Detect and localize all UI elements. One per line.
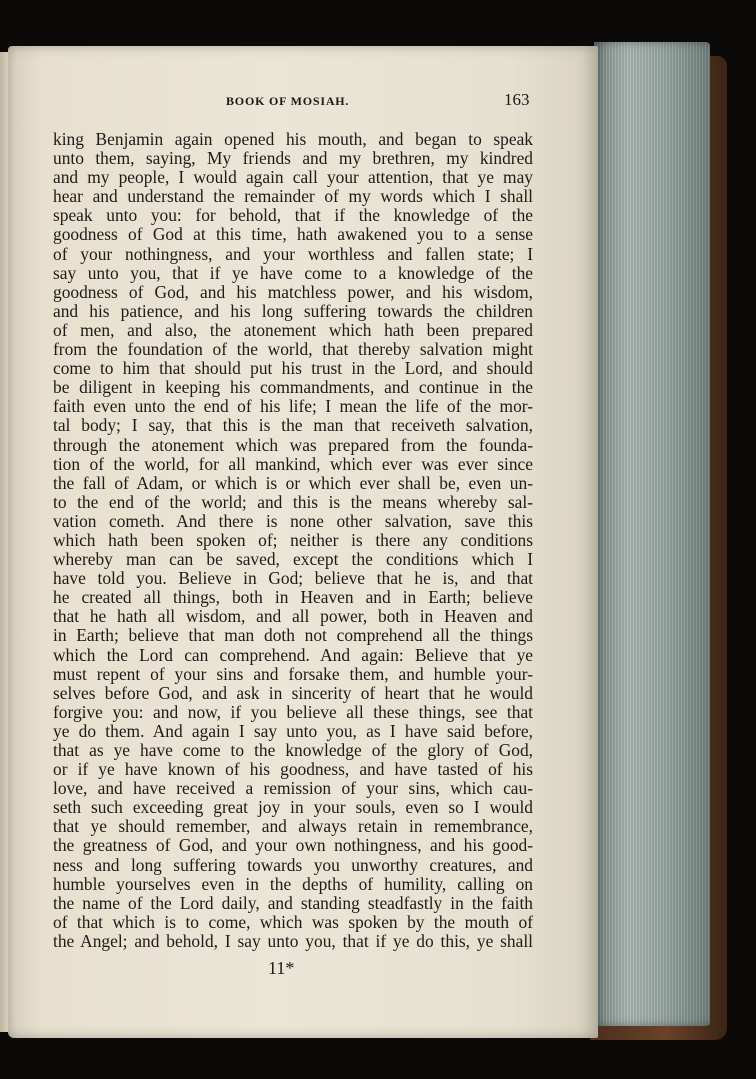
page-number: 163 [504, 90, 530, 109]
text-line: of your nothingness, and your worthless and fallen state; I [53, 243, 533, 264]
text-line: king Benjamin again opened his mouth, and began to speak [53, 129, 533, 149]
text-line: forgive you: and now, if you believe all these things, see that [53, 701, 533, 722]
text-line: goodness of God at this time, hath awakened you to a sense [53, 224, 533, 245]
text-line: that he hath all wisdom, and all power, both in Heaven and [53, 606, 533, 627]
text-line: vation cometh. And there is none other salvation, save this [53, 510, 533, 531]
text-line: come to him that should put his trust in the Lord, and should [53, 358, 533, 379]
text-line: the Angel; and behold, I say unto you, that if ye do this, ye shall [53, 930, 533, 951]
text-line: whereby man can be saved, except the conditions which I [53, 549, 533, 570]
text-line: ness and long suffering towards you unworthy creatures, and [53, 854, 533, 875]
text-line: say unto you, that if ye have come to a knowledge of the [53, 262, 533, 283]
text-line: in Earth; believe that man doth not comprehend all the things [53, 625, 533, 646]
text-line: which the Lord can comprehend. And again: Believe that ye [53, 644, 533, 665]
text-line: and my people, I would again call your attention, that ye may [53, 167, 533, 188]
text-line: that as ye have come to the knowledge of the glory of God, [53, 740, 533, 760]
text-line: of that which is to come, which was spoken by the mouth of [53, 911, 533, 932]
text-line: which hath been spoken of; neither is there any conditions [53, 529, 533, 550]
text-line: love, and have received a remission of your sins, which cau- [53, 778, 533, 799]
text-line: humble yourselves even in the depths of humility, calling on [53, 873, 533, 894]
text-line: faith even unto the end of his life; I mean the life of the mor- [53, 396, 533, 417]
text-line: be diligent in keeping his commandments, and continue in the [53, 377, 533, 398]
text-line: that ye should remember, and always retain in remembrance, [53, 816, 533, 837]
text-line: selves before God, and ask in sincerity of heart that he would [53, 682, 533, 703]
text-line: tion of the world, for all mankind, which ever was ever since [53, 453, 533, 474]
text-line: or if ye have known of his goodness, and have tasted of his [53, 759, 533, 780]
page-edges [594, 42, 710, 1026]
text-line: seth such exceeding great joy in your souls, even so I would [53, 797, 533, 818]
text-line: he created all things, both in Heaven and in Earth; believe [53, 587, 533, 608]
text-line: have told you. Believe in God; believe that he is, and that [53, 568, 533, 589]
text-line: the greatness of God, and your own nothingness, and his good- [53, 835, 533, 856]
text-line: the fall of Adam, or which is or which ever shall be, even un- [53, 472, 533, 493]
body-text [53, 130, 533, 951]
signature-mark: 11* [268, 958, 295, 978]
text-line: through the atonement which was prepared from the founda- [53, 434, 533, 455]
text-line: speak unto you: for behold, that if the knowledge of the [53, 205, 533, 226]
text-line: to the end of the world; and this is the means whereby sal- [53, 491, 533, 512]
text-line: and his patience, and his long suffering towards the children [53, 300, 533, 321]
text-line: from the foundation of the world, that thereby salvation might [53, 339, 533, 360]
text-line: hear and understand the remainder of my words which I shall [53, 186, 533, 207]
text-line: the name of the Lord daily, and standing steadfastly in the faith [53, 892, 533, 913]
text-line: ye do them. And again I say unto you, as I have said before, [53, 720, 533, 741]
text-line: of men, and also, the atonement which hath been prepared [53, 319, 533, 340]
text-line: unto them, saying, My friends and my brethren, my kindred [53, 148, 533, 169]
text-line: must repent of your sins and forsake them, and humble your- [53, 663, 533, 684]
text-line: tal body; I say, that this is the man that receiveth salvation, [53, 415, 533, 436]
text-line: goodness of God, and his matchless power, and his wisdom, [53, 281, 533, 302]
running-head: BOOK OF MOSIAH. [226, 94, 350, 108]
